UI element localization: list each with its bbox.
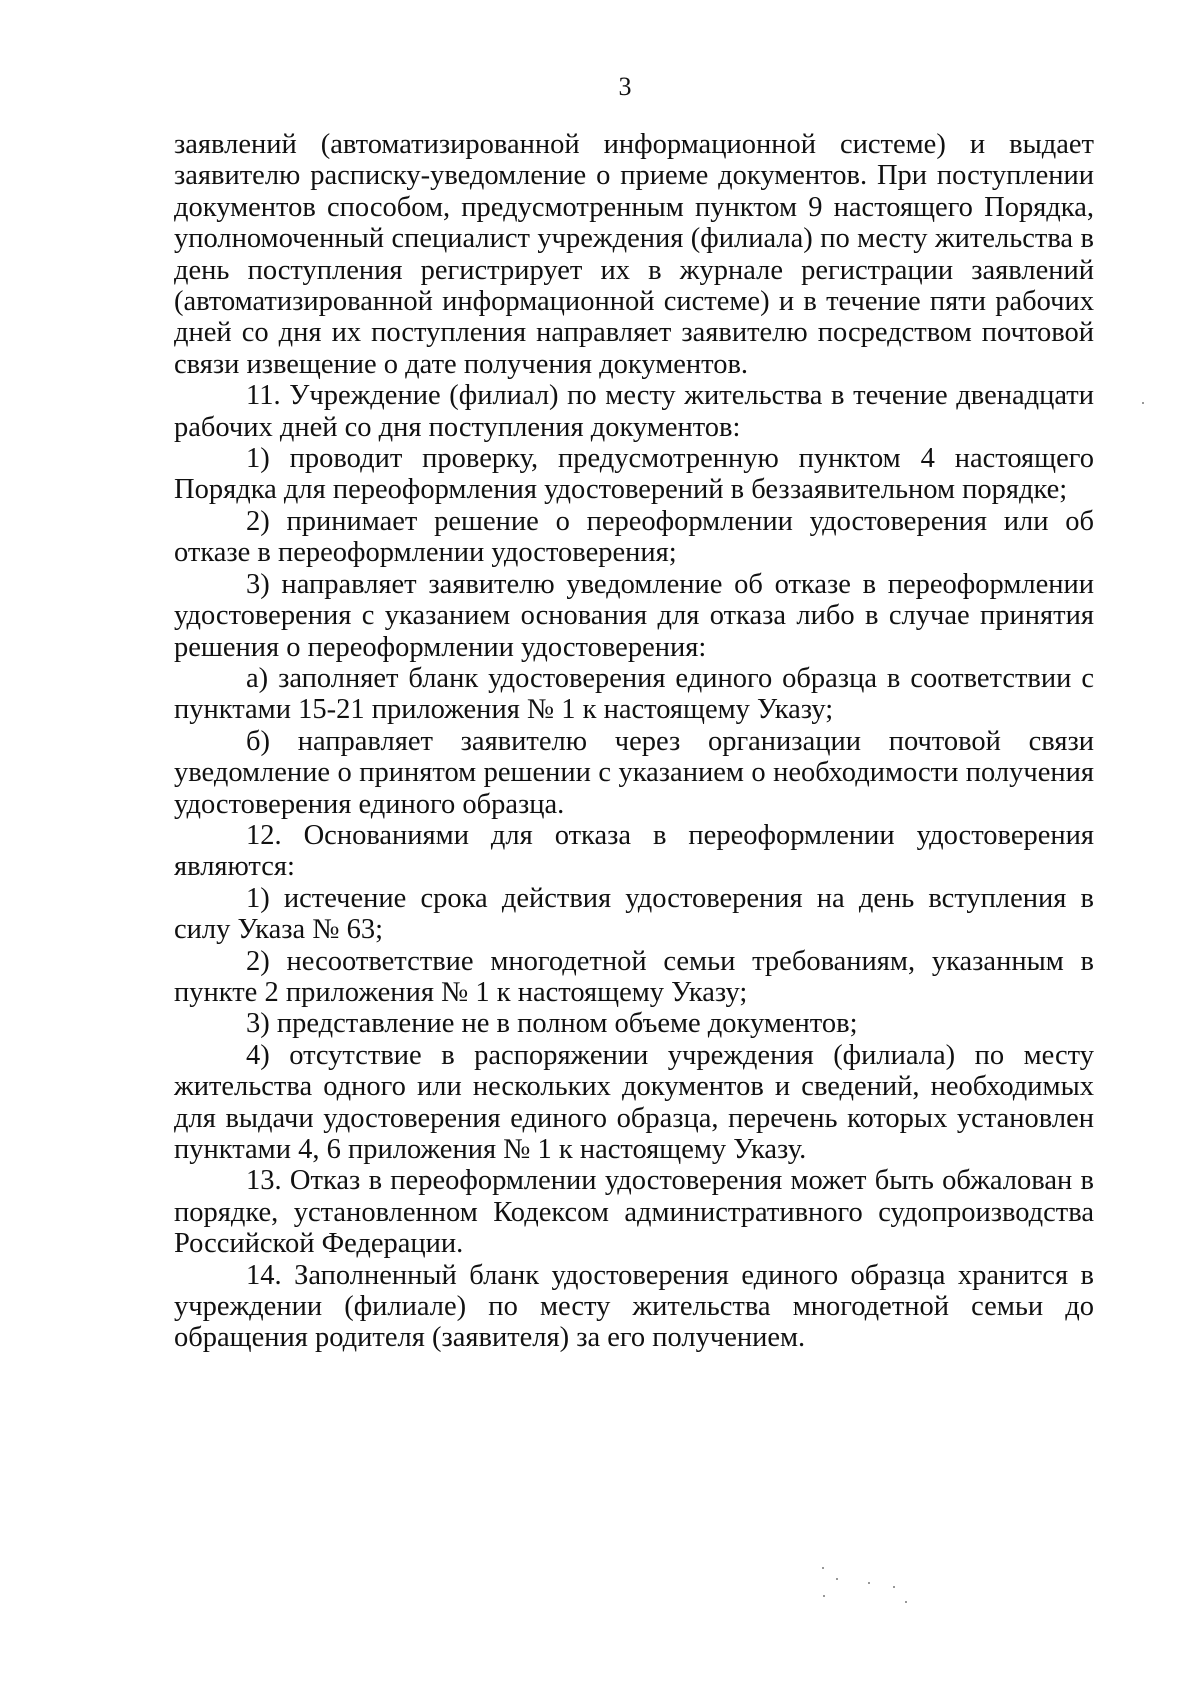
page-number: 3 — [618, 72, 632, 101]
paragraph-item-14: 14. Заполненный бланк удостоверения единого образца хранится в учреждении (филиале) по месту жительства многодетной семьи до обращения родителя (заявителя) за его получением. — [174, 1259, 1094, 1354]
paragraph-item-11-3-b: б) направляет заявителю через организации почтовой связи уведомление о принятом решении с указанием о необходимости получения удостоверения единого образца. — [174, 725, 1094, 820]
paragraph-item-11-3: 3) направляет заявителю уведомление об отказе в переоформлении удостоверения с указанием основания для отказа либо в случае принятия решения о переоформлении удостоверения: — [174, 568, 1094, 663]
scan-speck — [1142, 402, 1144, 404]
paragraph-item-12-1: 1) истечение срока действия удостоверения на день вступления в силу Указа № 63; — [174, 882, 1094, 946]
paragraph-item-12-4: 4) отсутствие в распоряжении учреждения (филиала) по месту жительства одного или нескольких документов и сведений, необходимых для выдачи удостоверения единого образца, перечень которых установлен пунктами 4, 6 приложения № 1 к настоящему Указу. — [174, 1039, 1094, 1165]
paragraph-item-12-3: 3) представление не в полном объеме документов; — [246, 1008, 858, 1040]
scan-speck — [868, 1582, 870, 1584]
paragraph-item-11-3-a: а) заполняет бланк удостоверения единого образца в соответствии с пунктами 15-21 приложения № 1 к настоящему Указу; — [174, 662, 1094, 726]
paragraph-item-12: 12. Основаниями для отказа в переоформлении удостоверения являются: — [174, 819, 1094, 883]
scan-speck — [822, 1567, 824, 1569]
paragraph-item-13: 13. Отказ в переоформлении удостоверения может быть обжалован в порядке, установленном Кодексом административного судопроизводства Российской Федерации. — [174, 1165, 1094, 1260]
document-body — [174, 129, 1094, 1354]
paragraph-item-11-1: 1) проводит проверку, предусмотренную пунктом 4 настоящего Порядка для переоформления удостоверений в беззаявительном порядке; — [174, 443, 1094, 506]
scan-speck — [893, 1586, 895, 1588]
paragraph-item-11-2: 2) принимает решение о переоформлении удостоверения или об отказе в переоформлении удостоверения; — [174, 505, 1094, 569]
scan-speck — [823, 1595, 825, 1597]
scan-speck — [836, 1578, 838, 1580]
paragraph-continuation: заявлений (автоматизированной информационной системе) и выдает заявителю расписку-уведомление о приеме документов. При поступлении документов способом, предусмотренным пунктом 9 настоящего Порядка, уполномоченный специалист учреждения (филиала) по месту жительства в день поступления регистрирует их в журнале регистрации заявлений (автоматизированной информационной системе) и в течение пяти рабочих дней со дня их поступления направляет заявителю посредством почтовой связи извещение о дате получения документов. — [174, 129, 1094, 380]
scan-speck — [905, 1601, 907, 1603]
paragraph-item-12-2: 2) несоответствие многодетной семьи требованиям, указанным в пункте 2 приложения № 1 к настоящему Указу; — [174, 945, 1094, 1008]
paragraph-item-11: 11. Учреждение (филиал) по месту жительства в течение двенадцати рабочих дней со дня поступления документов: — [174, 380, 1094, 443]
